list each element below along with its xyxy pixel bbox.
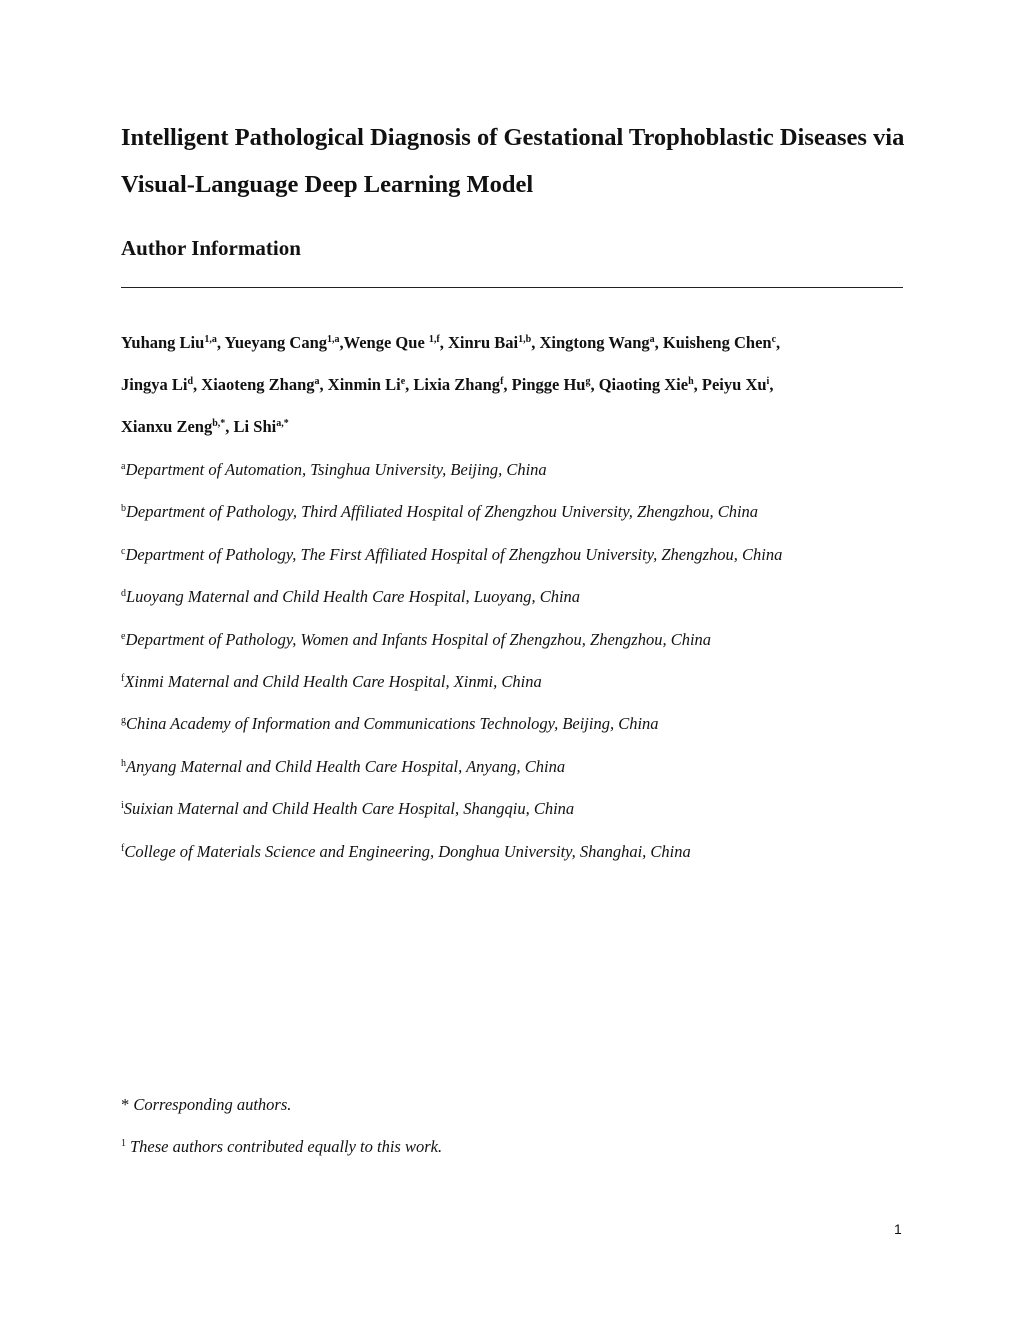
author-separator: , <box>216 333 225 352</box>
affiliation-item <box>121 541 911 569</box>
affiliation-item <box>121 668 911 696</box>
author-name: Xianxu Zeng <box>121 417 213 436</box>
author-separator: , <box>319 375 328 394</box>
affiliation-text: Department of Pathology, Third Affiliated Hospital of Zhengzhou University, Zhengzhou, China <box>126 502 759 522</box>
affiliation-mark: f <box>121 672 125 684</box>
author-affiliation-mark: c <box>771 334 777 345</box>
author-entry <box>121 375 201 394</box>
author-entry <box>413 375 511 394</box>
author-list <box>121 329 911 455</box>
affiliation-mark: b <box>121 503 126 515</box>
author-name: Peiyu Xu <box>701 375 767 394</box>
author-separator: , <box>769 375 774 394</box>
equal-contribution-footnote <box>121 1133 821 1161</box>
author-separator: , <box>693 375 702 394</box>
author-entry <box>201 375 327 394</box>
author-name: Qiaoting Xie <box>598 375 689 394</box>
author-separator: , <box>405 375 414 394</box>
author-entry <box>702 375 774 394</box>
author-entry <box>448 333 539 352</box>
affiliation-text: Department of Automation, Tsinghua University, Beijing, China <box>125 460 547 479</box>
author-line <box>121 371 911 399</box>
affiliation-mark: h <box>121 757 126 769</box>
author-name: Lixia Zhang <box>413 375 501 394</box>
author-affiliation-mark: 1,f <box>428 334 440 345</box>
affiliation-text: China Academy of Information and Communications Technology, Beijing, China <box>126 714 659 734</box>
author-affiliation-mark: e <box>400 376 406 387</box>
author-affiliation-mark: b,* <box>212 418 226 429</box>
affiliation-text: College of Materials Science and Engineering, Donghua University, Shanghai, China <box>124 841 691 861</box>
author-separator: , <box>590 375 599 394</box>
affiliation-mark: c <box>121 545 126 557</box>
footnotes <box>121 1091 821 1175</box>
affiliation-text: Suixian Maternal and Child Health Care Hospital, Shangqiu, China <box>123 799 575 819</box>
author-entry <box>121 417 234 436</box>
author-separator: , <box>339 333 344 352</box>
author-name: Xinru Bai <box>447 333 519 352</box>
author-name: Yuhang Liu <box>121 333 205 352</box>
affiliation-item <box>121 626 911 654</box>
author-entry <box>234 417 289 436</box>
author-name: Yueyang Cang <box>224 333 328 352</box>
author-separator: , <box>193 375 202 394</box>
affiliation-mark: g <box>121 715 126 727</box>
author-separator: , <box>503 375 512 394</box>
affiliation-item <box>121 753 911 781</box>
affiliation-item <box>121 498 911 526</box>
author-name: Li Shi <box>233 417 277 436</box>
author-name: Xingtong Wang <box>539 333 650 352</box>
author-name: Xiaoteng Zhang <box>201 375 315 394</box>
corresponding-footnote <box>121 1091 821 1119</box>
affiliation-mark: i <box>121 800 124 812</box>
author-affiliation-mark: 1,a <box>204 334 217 345</box>
affiliation-item <box>121 838 911 866</box>
author-line <box>121 329 911 357</box>
affiliation-list <box>121 456 911 880</box>
author-name: Pingge Hu <box>511 375 586 394</box>
author-affiliation-mark: 1,b <box>518 334 532 345</box>
affiliation-text: Xinmi Maternal and Child Health Care Hospital, Xinmi, China <box>124 671 542 691</box>
author-separator: , <box>225 417 234 436</box>
author-entry <box>539 333 662 352</box>
author-separator: , <box>654 333 663 352</box>
affiliation-text: Department of Pathology, Women and Infants Hospital of Zhengzhou, Zhengzhou, China <box>125 629 712 649</box>
section-heading: Author Information <box>121 236 301 260</box>
affiliation-mark: e <box>121 630 126 642</box>
author-affiliation-mark: f <box>500 376 504 387</box>
author-entry <box>663 333 780 352</box>
author-separator: , <box>776 333 781 352</box>
author-affiliation-mark: d <box>187 376 194 387</box>
equal-contribution-text: These authors contributed equally to this work. <box>130 1137 443 1156</box>
author-affiliation-mark: i <box>766 376 770 387</box>
affiliation-item <box>121 795 911 823</box>
affiliation-text: Luoyang Maternal and Child Health Care Hospital, Luoyang, China <box>126 587 581 607</box>
author-affiliation-mark: h <box>688 376 694 387</box>
corresponding-text: Corresponding authors. <box>133 1095 292 1114</box>
affiliation-mark: f <box>121 842 125 854</box>
affiliation-item <box>121 710 911 738</box>
author-name: Wenge Que <box>343 333 429 352</box>
author-name: Jingya Li <box>121 375 188 394</box>
author-affiliation-mark: a <box>314 376 320 387</box>
author-affiliation-mark: g <box>585 376 591 387</box>
author-affiliation-mark: a <box>649 334 655 345</box>
author-entry <box>599 375 702 394</box>
affiliation-item <box>121 583 911 611</box>
author-affiliation-mark: 1,a <box>327 334 340 345</box>
affiliation-item <box>121 456 911 484</box>
page-number: 1 <box>894 1221 902 1237</box>
affiliation-mark: d <box>121 588 126 600</box>
author-name: Kuisheng Chen <box>662 333 772 352</box>
author-separator: , <box>439 333 448 352</box>
author-entry <box>344 333 448 352</box>
author-separator: , <box>531 333 540 352</box>
affiliation-text: Anyang Maternal and Child Health Care Hospital, Anyang, China <box>126 756 566 776</box>
horizontal-rule <box>121 287 903 288</box>
asterisk-mark: * <box>121 1095 130 1114</box>
author-name: Xinmin Li <box>327 375 401 394</box>
author-entry <box>121 333 224 352</box>
author-line <box>121 413 911 441</box>
author-affiliation-mark: a,* <box>276 418 289 429</box>
footnote-number-mark: 1 <box>121 1138 126 1149</box>
paper-title: Intelligent Pathological Diagnosis of Gestational Trophoblastic Diseases via Visual-Language Deep Learning Model <box>121 124 905 198</box>
author-entry <box>224 333 343 352</box>
author-entry <box>328 375 414 394</box>
affiliation-text: Department of Pathology, The First Affiliated Hospital of Zhengzhou University, Zhengzhou, China <box>125 544 783 564</box>
author-entry <box>512 375 599 394</box>
affiliation-mark: a <box>121 461 126 472</box>
